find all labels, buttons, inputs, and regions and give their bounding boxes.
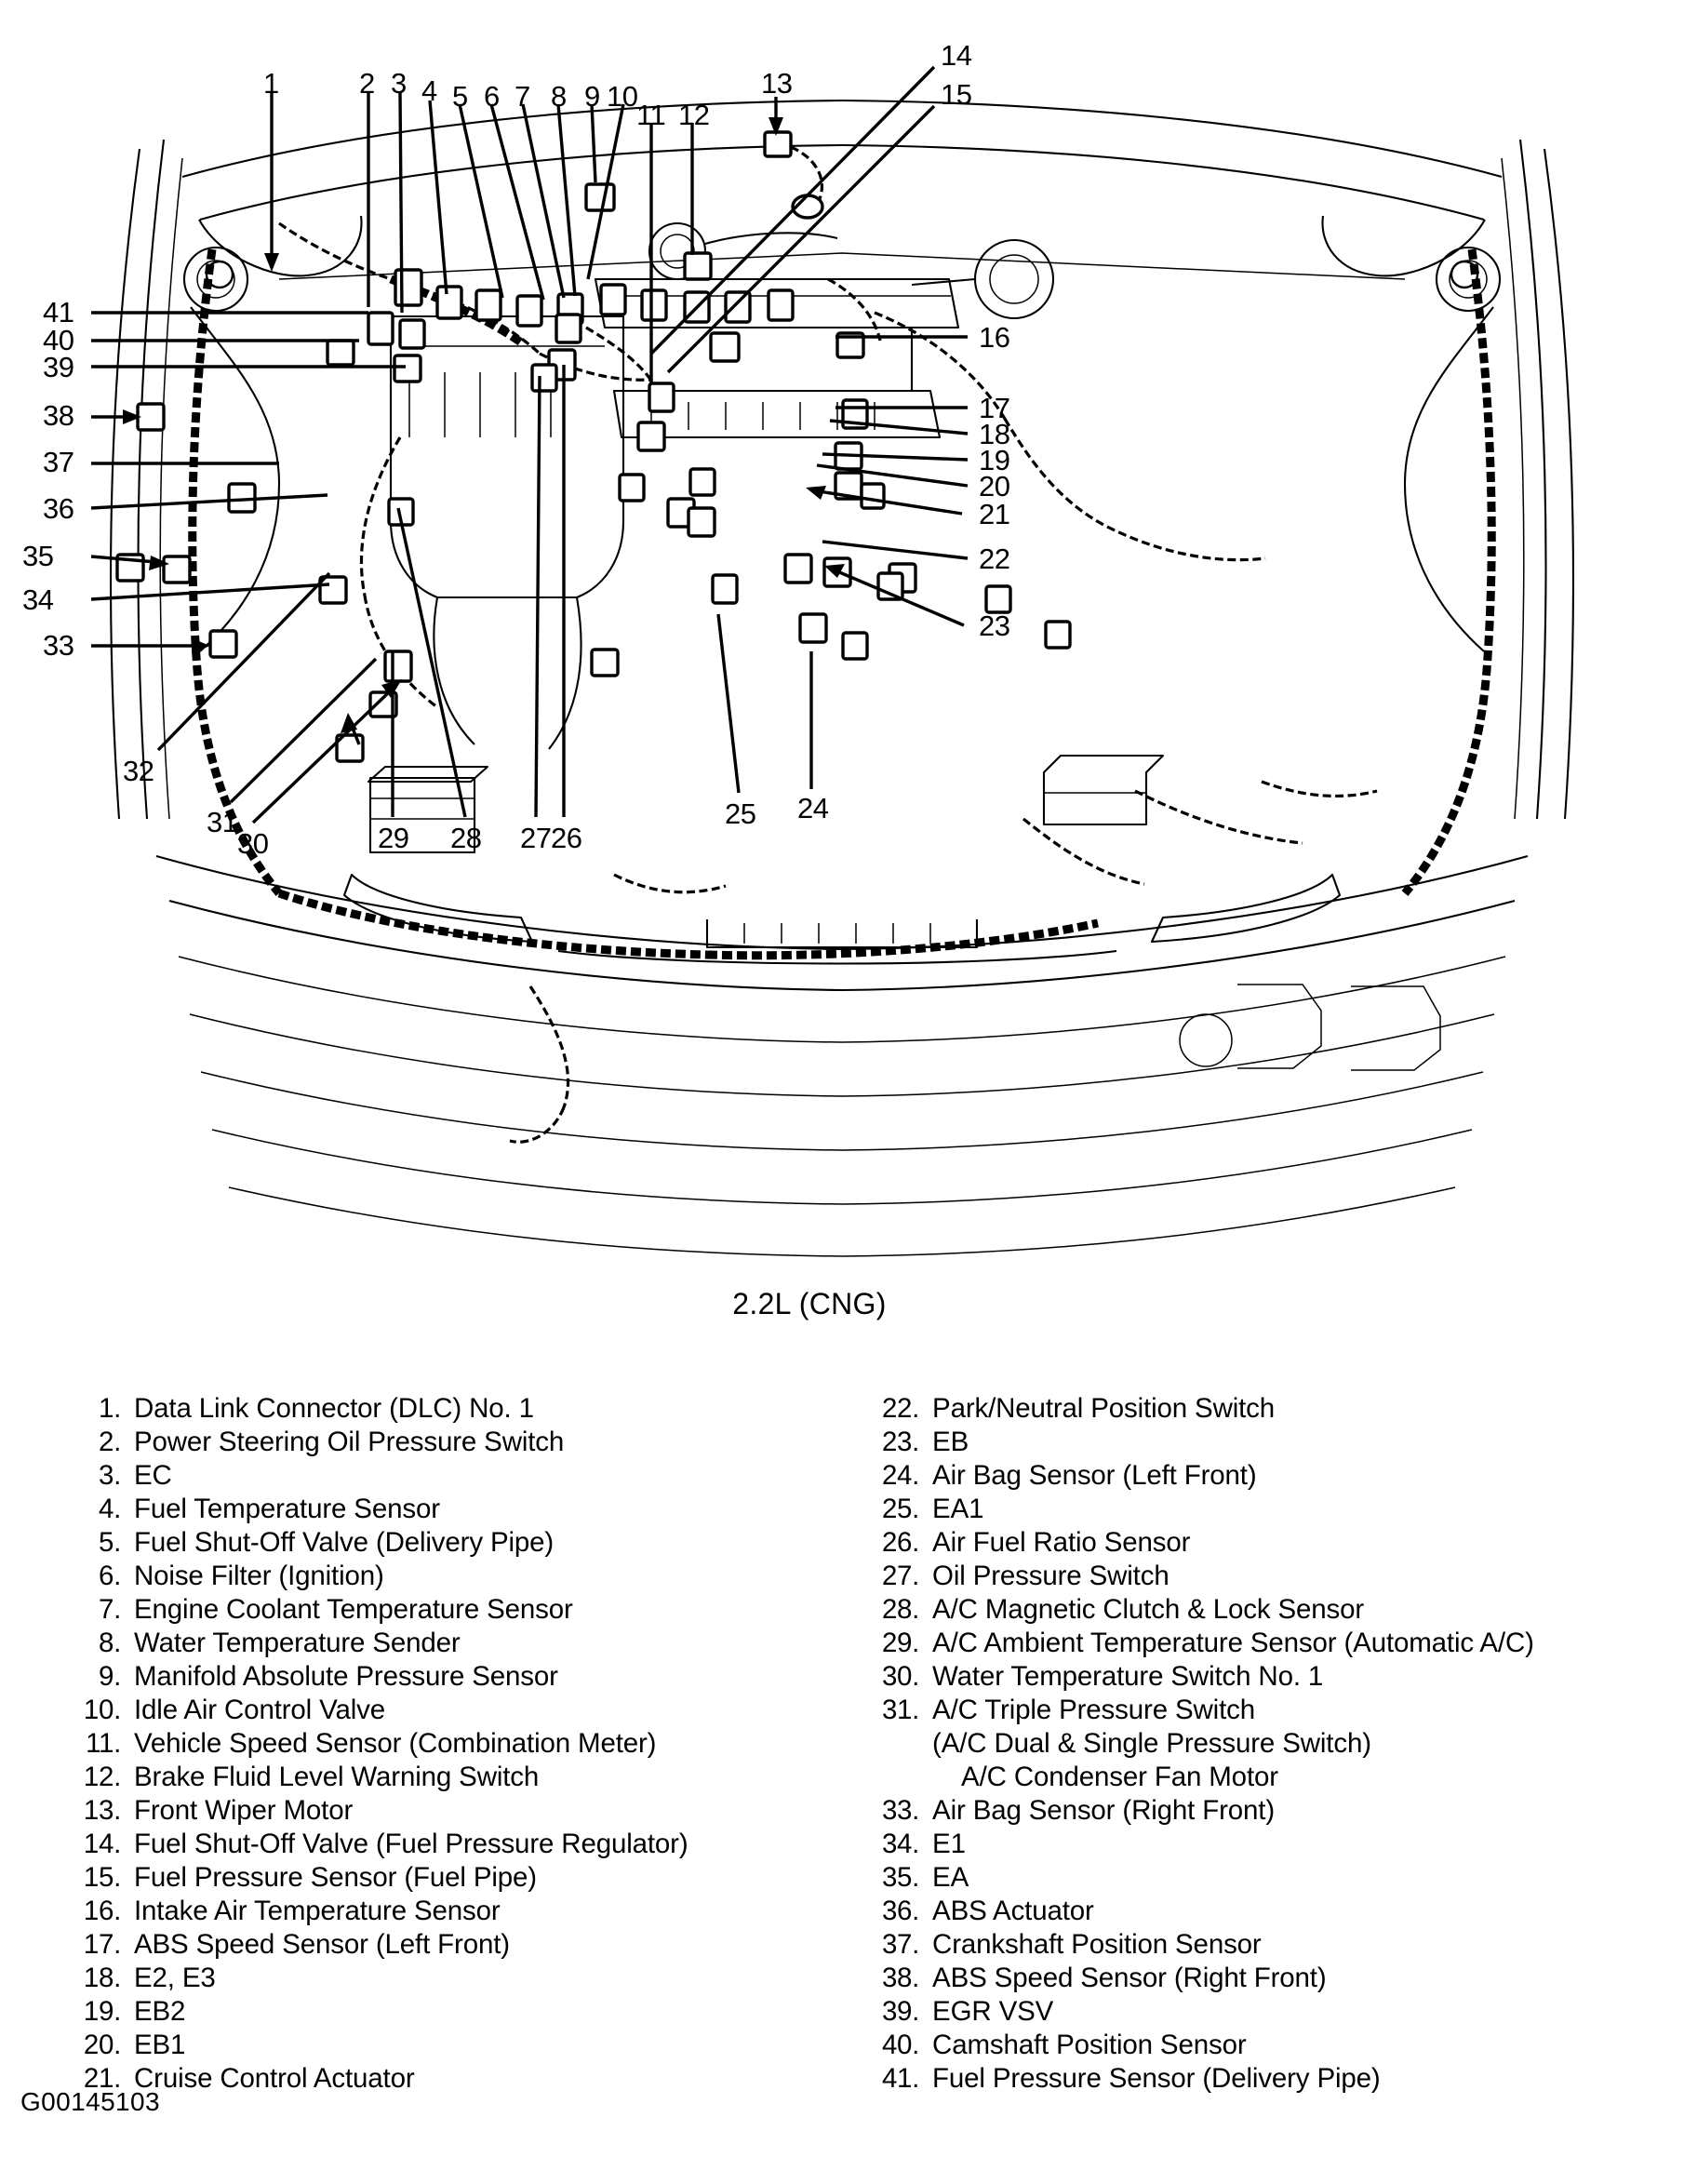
callout-33: 33 <box>43 629 74 662</box>
legend-number: 16. <box>83 1896 121 1926</box>
legend-number: 40. <box>881 2030 920 2060</box>
legend-label: ABS Actuator <box>932 1896 1094 1926</box>
list-item <box>869 1928 1684 1962</box>
legend-number: 30. <box>881 1661 920 1692</box>
legend-label: A/C Ambient Temperature Sensor (Automatic A/C) <box>932 1628 1534 1658</box>
callout-37: 37 <box>43 446 74 478</box>
list-item <box>869 1861 1684 1895</box>
legend-label: EB <box>932 1427 969 1457</box>
callout-3: 3 <box>391 67 407 100</box>
callout-2: 2 <box>359 67 375 100</box>
legend-label: Front Wiper Motor <box>134 1795 354 1826</box>
legend-label: Engine Coolant Temperature Sensor <box>134 1594 573 1625</box>
list-item <box>71 1493 867 1526</box>
list-item <box>869 1895 1684 1928</box>
callout-13: 13 <box>761 67 793 100</box>
callout-32: 32 <box>123 755 154 787</box>
legend-number: 1. <box>98 1393 121 1424</box>
legend-number: 37. <box>881 1929 920 1960</box>
legend-number: 8. <box>98 1628 121 1658</box>
vehicle-body-outline <box>111 100 1573 1256</box>
callout-28: 28 <box>450 822 482 854</box>
legend-label: Air Fuel Ratio Sensor <box>932 1527 1191 1558</box>
callout-7: 7 <box>515 80 530 113</box>
legend-number: 2. <box>98 1427 121 1457</box>
legend-label: A/C Triple Pressure Switch <box>932 1695 1255 1725</box>
callout-34: 34 <box>22 583 54 616</box>
callout-35: 35 <box>22 540 54 572</box>
list-item <box>71 1727 867 1761</box>
callout-6: 6 <box>484 80 500 113</box>
list-item <box>71 1794 867 1828</box>
legend-number: 19. <box>83 1996 121 2027</box>
legend-number: 18. <box>83 1963 121 1993</box>
list-item <box>869 1694 1684 1727</box>
legend-label: Fuel Temperature Sensor <box>134 1494 440 1524</box>
callout-14: 14 <box>941 39 972 72</box>
list-item <box>71 1392 867 1426</box>
callout-22: 22 <box>979 543 1010 575</box>
connector-symbols <box>117 132 1070 761</box>
callout-10: 10 <box>607 80 638 113</box>
callout-4: 4 <box>421 74 437 107</box>
legend-label: Intake Air Temperature Sensor <box>134 1896 501 1926</box>
list-item <box>869 1995 1684 2029</box>
list-item <box>869 1493 1684 1526</box>
legend-label: Cruise Control Actuator <box>134 2063 415 2094</box>
legend-label: Brake Fluid Level Warning Switch <box>134 1762 540 1792</box>
legend-label: E1 <box>932 1829 966 1859</box>
list-item <box>71 1861 867 1895</box>
list-item <box>71 1593 867 1627</box>
callout-17: 17 <box>979 392 1010 424</box>
legend-label: Crankshaft Position Sensor <box>932 1929 1262 1960</box>
legend-column-right <box>867 1392 1684 2096</box>
list-item <box>71 1761 867 1794</box>
legend-number: 6. <box>98 1561 121 1591</box>
legend-label: EB1 <box>134 2030 186 2060</box>
legend-label: EA <box>932 1862 969 1893</box>
list-item <box>869 1660 1684 1694</box>
list-item <box>869 1794 1684 1828</box>
list-item <box>71 1426 867 1459</box>
legend-label: ABS Speed Sensor (Right Front) <box>932 1963 1327 1993</box>
legend-number: 34. <box>881 1829 920 1859</box>
legend-label: EGR VSV <box>932 1996 1054 2027</box>
callout-31: 31 <box>207 806 238 838</box>
callout-29: 29 <box>378 822 409 854</box>
list-item <box>869 2062 1684 2096</box>
list-item <box>71 2062 867 2096</box>
legend-number: 3. <box>98 1460 121 1491</box>
list-item <box>71 1995 867 2029</box>
legend-label: Oil Pressure Switch <box>932 1561 1169 1591</box>
legend-number: 23. <box>881 1427 920 1457</box>
legend-number: 36. <box>881 1896 920 1926</box>
legend-number: 33. <box>881 1795 920 1826</box>
legend-label: Fuel Pressure Sensor (Fuel Pipe) <box>134 1862 537 1893</box>
figure-caption-text: 2.2L (CNG) <box>732 1287 887 1320</box>
legend-label: EB2 <box>134 1996 186 2027</box>
legend-number: 22. <box>881 1393 920 1424</box>
legend-label: Camshaft Position Sensor <box>932 2030 1247 2060</box>
callout-15: 15 <box>941 78 972 111</box>
list-item <box>71 2029 867 2062</box>
callout-41: 41 <box>43 296 74 328</box>
legend-label: A/C Magnetic Clutch & Lock Sensor <box>932 1594 1365 1625</box>
list-item <box>869 1727 1684 1761</box>
list-item <box>71 1928 867 1962</box>
callout-5: 5 <box>452 80 468 113</box>
legend-label: Power Steering Oil Pressure Switch <box>134 1427 565 1457</box>
callout-23: 23 <box>979 610 1010 642</box>
callout-8: 8 <box>551 80 567 113</box>
list-item <box>71 1694 867 1727</box>
legend-number: 26. <box>881 1527 920 1558</box>
callout-25: 25 <box>725 797 756 830</box>
list-item <box>869 1962 1684 1995</box>
list-item <box>71 1828 867 1861</box>
legend-number: 25. <box>881 1494 920 1524</box>
legend-label: Noise Filter (Ignition) <box>134 1561 384 1591</box>
legend-label: Idle Air Control Valve <box>134 1695 385 1725</box>
callout-11: 11 <box>636 99 666 131</box>
legend-label: Air Bag Sensor (Right Front) <box>932 1795 1276 1826</box>
callout-18: 18 <box>979 418 1010 450</box>
list-item <box>71 1895 867 1928</box>
list-item <box>71 1526 867 1560</box>
list-item <box>869 1392 1684 1426</box>
legend-number: 11. <box>86 1728 121 1759</box>
callout-24: 24 <box>797 792 829 824</box>
legend-label: ABS Speed Sensor (Left Front) <box>134 1929 510 1960</box>
list-item <box>869 2029 1684 2062</box>
legend-number: 17. <box>83 1929 121 1960</box>
callout-36: 36 <box>43 492 74 525</box>
list-item <box>869 1627 1684 1660</box>
legend-label: Park/Neutral Position Switch <box>932 1393 1276 1424</box>
legend-column-left <box>0 1392 867 2096</box>
legend-number: 41. <box>881 2063 920 2094</box>
legend-number: 5. <box>98 1527 121 1558</box>
legend-number: 24. <box>881 1460 920 1491</box>
legend-number: 21. <box>83 2063 121 2094</box>
list-item <box>71 1627 867 1660</box>
legend-number: 15. <box>83 1862 121 1893</box>
callout-38: 38 <box>43 399 74 432</box>
legend-number: 31. <box>881 1695 920 1725</box>
callout-39: 39 <box>43 351 74 383</box>
legend-number: 28. <box>881 1594 920 1625</box>
callout-12: 12 <box>678 99 710 131</box>
list-item <box>71 1660 867 1694</box>
legend-label: Water Temperature Switch No. 1 <box>932 1661 1324 1692</box>
legend-label: E2, E3 <box>134 1963 216 1993</box>
list-item <box>869 1761 1684 1794</box>
legend-label: Data Link Connector (DLC) No. 1 <box>134 1393 534 1424</box>
legend-label: Air Bag Sensor (Left Front) <box>932 1460 1257 1491</box>
document-id: G00145103 <box>20 2087 160 2116</box>
list-item <box>71 1560 867 1593</box>
callout-1: 1 <box>263 67 279 100</box>
list-item <box>71 1459 867 1493</box>
legend-number: 4. <box>98 1494 121 1524</box>
legend-label: Fuel Pressure Sensor (Delivery Pipe) <box>932 2063 1381 2094</box>
legend-number: 13. <box>83 1795 121 1826</box>
legend-label: Fuel Shut-Off Valve (Fuel Pressure Regulator) <box>134 1829 688 1859</box>
legend-label: Manifold Absolute Pressure Sensor <box>134 1661 558 1692</box>
legend-label: Vehicle Speed Sensor (Combination Meter) <box>134 1728 657 1759</box>
legend-number: 12. <box>83 1762 121 1792</box>
legend-number: 20. <box>83 2030 121 2060</box>
list-item <box>869 1459 1684 1493</box>
callout-19: 19 <box>979 444 1010 476</box>
legend-number: 7. <box>98 1594 121 1625</box>
figure-caption <box>0 1287 1684 1321</box>
legend-number: 39. <box>881 1996 920 2027</box>
legend-number: 35. <box>881 1862 920 1893</box>
legend-number: 29. <box>881 1628 920 1658</box>
legend-number: 38. <box>881 1963 920 1993</box>
callout-26: 26 <box>551 822 582 854</box>
list-item <box>71 1962 867 1995</box>
legend-label: A/C Condenser Fan Motor <box>961 1762 1278 1792</box>
callout-16: 16 <box>979 321 1010 354</box>
legend-number: 10. <box>83 1695 121 1725</box>
callout-27: 27 <box>520 822 552 854</box>
legend-label: (A/C Dual & Single Pressure Switch) <box>932 1728 1371 1759</box>
list-item <box>869 1828 1684 1861</box>
callout-9: 9 <box>584 80 600 113</box>
list-item <box>869 1526 1684 1560</box>
callout-20: 20 <box>979 470 1010 502</box>
component-legend <box>0 1392 1684 2096</box>
list-item <box>869 1593 1684 1627</box>
legend-label: Water Temperature Sender <box>134 1628 461 1658</box>
list-item <box>869 1426 1684 1459</box>
legend-label: EC <box>134 1460 172 1491</box>
legend-number: 27. <box>881 1561 920 1591</box>
legend-label: EA1 <box>932 1494 984 1524</box>
callout-21: 21 <box>979 498 1010 530</box>
legend-label: Fuel Shut-Off Valve (Delivery Pipe) <box>134 1527 555 1558</box>
list-item <box>869 1560 1684 1593</box>
legend-number: 14. <box>83 1829 121 1859</box>
callout-40: 40 <box>43 324 74 356</box>
legend-number: 9. <box>98 1661 121 1692</box>
callout-30: 30 <box>237 827 269 860</box>
